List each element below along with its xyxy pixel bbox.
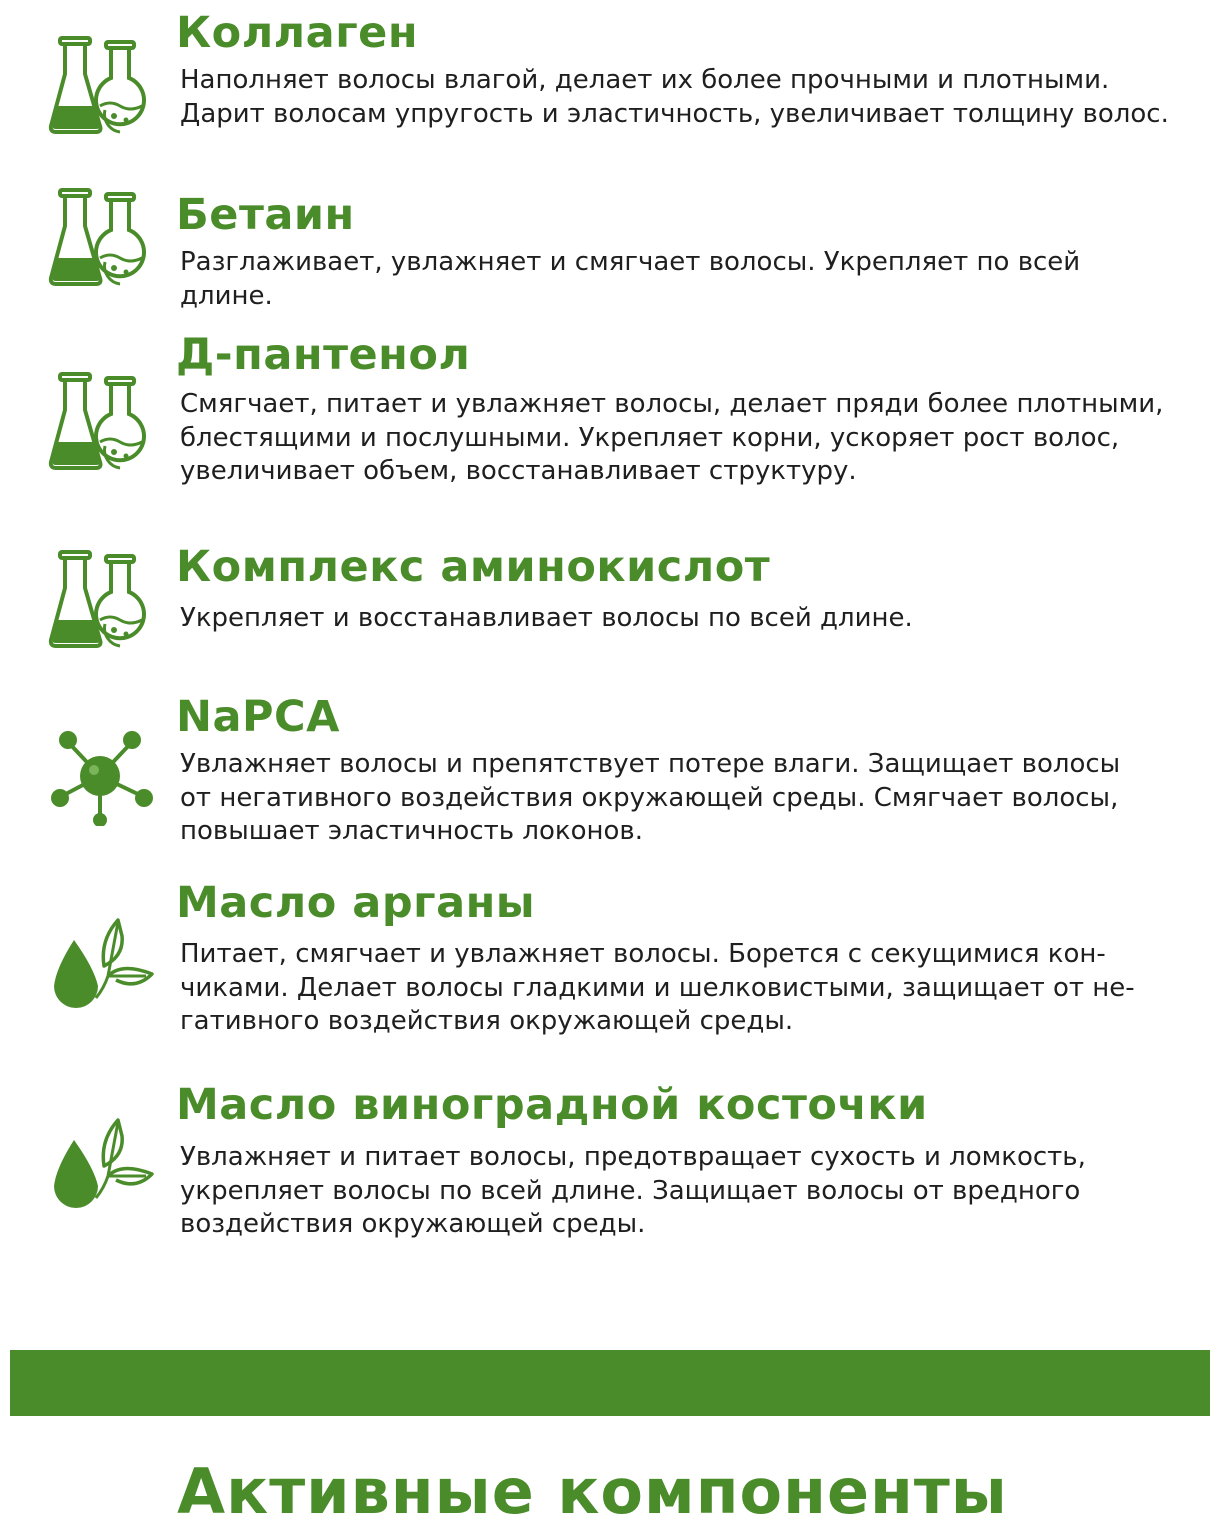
ingredient-description: Увлажняет и питает волосы, предотвращает сухость и ломкость, укрепляет волосы по всей длине. Защищает волосы от вредного воздействия окружающей среды.: [180, 1142, 1086, 1239]
ingredient-title: Комплекс аминокислот: [176, 542, 771, 592]
lab-flasks-icon: [48, 550, 160, 650]
ingredient-description: Увлажняет волосы и препятствует потере влаги. Защищает волосы от негативного воздействия окружающей среды. Смягчает волосы, повышает эластичность локонов.: [180, 749, 1121, 846]
ingredient-description: Укрепляет и восстанавливает волосы по всей длине.: [180, 603, 913, 633]
ingredient-title: Бетаин: [176, 190, 355, 240]
lab-flasks-icon: [48, 372, 160, 472]
oil-drop-leaves-icon: [48, 918, 160, 1018]
ingredient-description: Разглаживает, увлажняет и смягчает волосы. Укрепляет по всей длине.: [180, 247, 1081, 311]
section-title: Активные компоненты: [177, 1455, 1008, 1528]
ingredient-description: Наполняет волосы влагой, делает их более прочными и плотными. Дарит волосам упругость и эластичность, увеличивает толщину волос.: [180, 65, 1169, 129]
ingredient-title: Масло арганы: [176, 878, 536, 928]
lab-flasks-icon: [48, 188, 160, 288]
ingredient-title: Коллаген: [176, 8, 419, 58]
ingredient-description: Питает, смягчает и увлажняет волосы. Борется с секущимися кон- чиками. Делает волосы гладкими и шелковистыми, защищает от не- гативного воздействия окружающей среды.: [180, 939, 1135, 1036]
molecule-icon: [48, 726, 160, 826]
ingredient-title: Масло виноградной косточки: [176, 1080, 928, 1130]
oil-drop-leaves-icon: [48, 1118, 160, 1218]
ingredient-title: Д-пантенол: [176, 330, 471, 380]
green-divider-band: [10, 1350, 1210, 1416]
lab-flasks-icon: [48, 36, 160, 136]
ingredient-title: NaPCA: [176, 692, 340, 742]
ingredient-description: Смягчает, питает и увлажняет волосы, делает пряди более плотными, блестящими и послушными. Укрепляет корни, ускоряет рост волос, увеличивает объем, восстанавливает структуру.: [180, 389, 1164, 486]
